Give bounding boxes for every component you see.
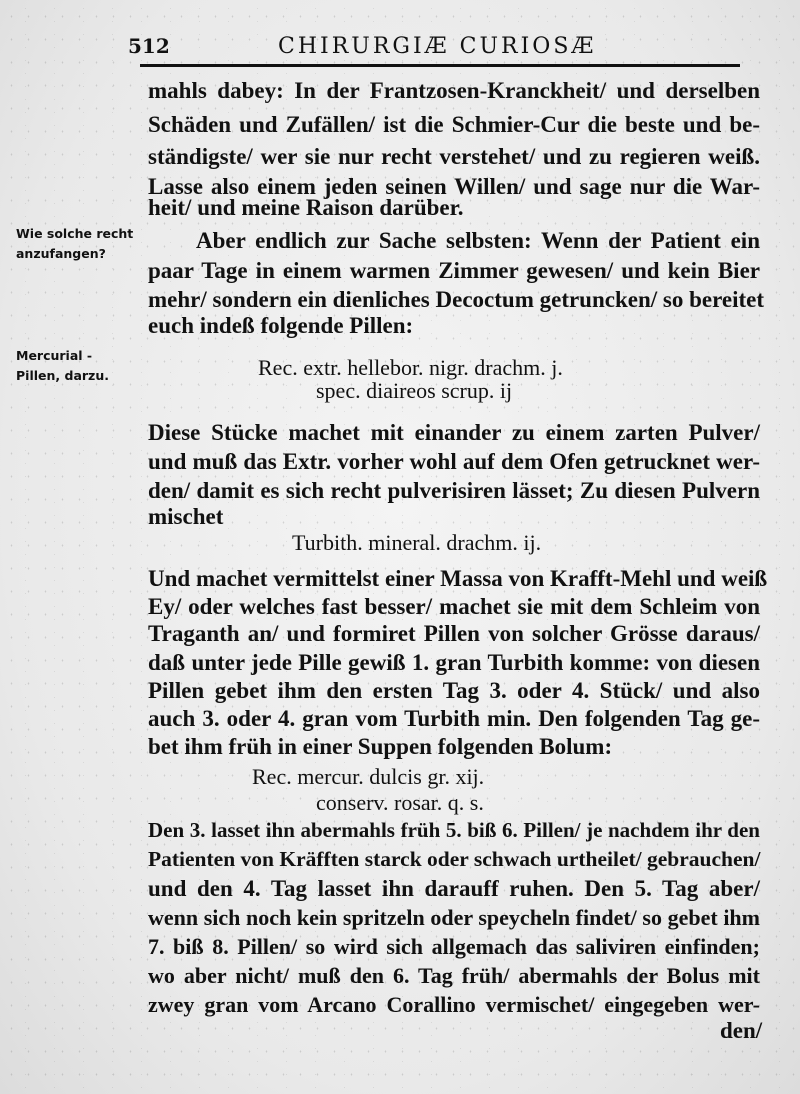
text-line: den/ <box>720 1018 763 1043</box>
text-line: mahls dabey: In der Frantzosen-Kranckheit/ und derselben <box>148 78 760 103</box>
recipe-line: spec. diaireos scrup. ij <box>316 378 513 403</box>
text-line: Patienten von Kräfften starck oder schwach urtheilet/ gebrauchen/ <box>148 847 761 871</box>
text-line: Lasse also einem jeden seinen Willen/ und sage nur die War- <box>148 174 760 199</box>
text-line: ständigste/ wer sie nur recht verstehet/ und zu regieren weiß. <box>148 144 760 169</box>
text-line: auch 3. oder 4. gran vom Turbith min. Den folgenden Tag ge- <box>148 706 760 731</box>
text-line: Aber endlich zur Sache selbsten: Wenn der Patient ein <box>196 228 760 253</box>
text-line: heit/ und meine Raison darüber. <box>148 195 464 220</box>
text-line: bet ihm früh in einer Suppen folgenden Bolum: <box>148 734 613 759</box>
recipe-line: conserv. rosar. q. s. <box>316 790 484 815</box>
text-line: und den 4. Tag lasset ihn darauff ruhen. Den 5. Tag aber/ <box>148 876 760 901</box>
text-line: paar Tage in einem warmen Zimmer gewesen/ und kein Bier <box>148 258 760 283</box>
margin-note-how-to-begin: Wie solche recht anzufangen? <box>16 226 134 261</box>
page-header <box>128 28 748 64</box>
text-line: zwey gran vom Arcano Corallino vermischet/ eingegeben wer- <box>148 992 760 1017</box>
text-line: Pillen gebet ihm den ersten Tag 3. oder 4. Stück/ und also <box>148 678 760 703</box>
text-line: Schäden und Zufällen/ ist die Schmier-Cur die beste und be- <box>148 112 760 137</box>
text-line: und muß das Extr. vorher wohl auf dem Ofen getrucknet wer- <box>148 449 760 474</box>
text-line: Traganth an/ und formiret Pillen von solcher Grösse daraus/ <box>148 621 760 646</box>
text-line: Diese Stücke machet mit einander zu einem zarten Pulver/ <box>148 420 760 445</box>
recipe-line: Rec. extr. hellebor. nigr. drachm. j. <box>258 355 563 380</box>
margin-note-mercurial-pills: Mercurial - Pillen, darzu. <box>16 348 109 383</box>
recipe-line: Rec. mercur. dulcis gr. xij. <box>252 764 485 789</box>
text-line: wenn sich noch kein spritzeln oder speycheln findet/ so gebet ihm <box>148 905 760 930</box>
text-line: 7. biß 8. Pillen/ so wird sich allgemach das saliviren einfinden; <box>148 934 760 959</box>
text-line: Ey/ oder welches fast besser/ machet sie mit dem Schleim von <box>148 594 760 619</box>
header-rule <box>140 64 740 67</box>
text-line: wo aber nicht/ muß den 6. Tag früh/ abermahls der Bolus mit <box>148 963 760 988</box>
text-line: euch indeß folgende Pillen: <box>148 313 414 338</box>
running-head: CHIRURGIÆ CURIOSÆ <box>278 34 597 59</box>
text-line: mischet <box>148 504 224 529</box>
text-line: Und machet vermittelst einer Massa von Krafft-Mehl und weiß <box>148 566 768 591</box>
text-line: den/ damit es sich recht pulverisiren lässet; Zu diesen Pulvern <box>148 478 760 503</box>
text-line: Den 3. lasset ihn abermahls früh 5. biß 6. Pillen/ je nachdem ihr den <box>148 818 760 842</box>
text-line: mehr/ sondern ein dienliches Decoctum getruncken/ so bereitet <box>148 287 765 312</box>
recipe-line: Turbith. mineral. drachm. ij. <box>292 530 542 555</box>
page-number: 512 <box>128 34 170 58</box>
text-line: daß unter jede Pille gewiß 1. gran Turbith komme: von diesen <box>148 650 760 675</box>
